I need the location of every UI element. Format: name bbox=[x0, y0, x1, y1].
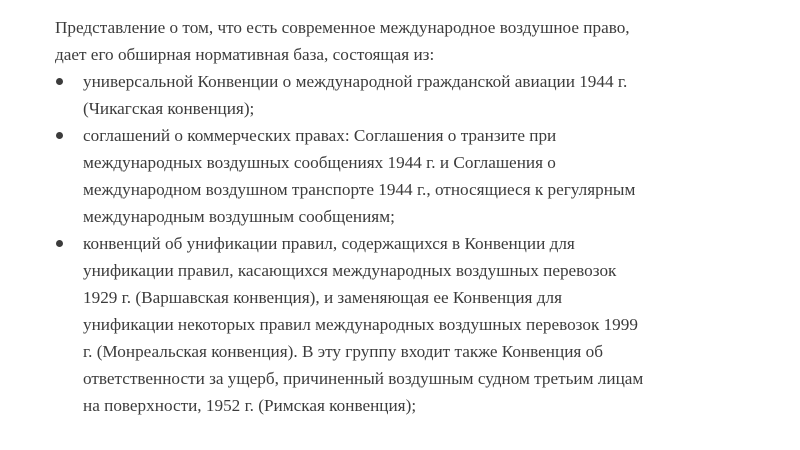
bullet-line: 1929 г. (Варшавская конвенция), и заменяющая ее Конвенция для bbox=[83, 288, 562, 307]
bullet-line: соглашений о коммерческих правах: Соглашения о транзите при bbox=[83, 126, 557, 145]
bullet-line: ответственности за ущерб, причиненный воздушным судном третьим лицам bbox=[83, 369, 644, 388]
bullet-line: международным воздушным сообщениям; bbox=[83, 207, 395, 226]
bullet-line: международных воздушных сообщениях 1944 г. и Соглашения о bbox=[83, 153, 556, 172]
bullet-icon bbox=[56, 240, 63, 247]
bullet-item-commercial-agreements bbox=[55, 122, 755, 230]
intro-line: Представление о том, что есть современное международное воздушное право, bbox=[55, 18, 630, 37]
bullet-list bbox=[55, 68, 755, 419]
bullet-line: (Чикагская конвенция); bbox=[83, 99, 255, 118]
bullet-line: конвенций об унификации правил, содержащихся в Конвенции для bbox=[83, 234, 575, 253]
bullet-line: унификации некоторых правил международных воздушных перевозок 1999 bbox=[83, 315, 638, 334]
bullet-icon bbox=[56, 78, 63, 85]
bullet-line: на поверхности, 1952 г. (Римская конвенция); bbox=[83, 396, 417, 415]
bullet-item-unification-conventions bbox=[55, 230, 755, 419]
bullet-line: унификации правил, касающихся международных воздушных перевозок bbox=[83, 261, 617, 280]
bullet-line: универсальной Конвенции о международной гражданской авиации 1944 г. bbox=[83, 72, 628, 91]
intro-line: дает его обширная нормативная база, состоящая из: bbox=[55, 45, 435, 64]
bullet-line: г. (Монреальская конвенция). В эту группу входит также Конвенция об bbox=[83, 342, 603, 361]
bullet-line: международном воздушном транспорте 1944 г., относящиеся к регулярным bbox=[83, 180, 636, 199]
bullet-item-chicago-convention bbox=[55, 68, 755, 122]
document-page bbox=[55, 14, 755, 419]
bullet-icon bbox=[56, 132, 63, 139]
intro-paragraph bbox=[55, 14, 755, 68]
